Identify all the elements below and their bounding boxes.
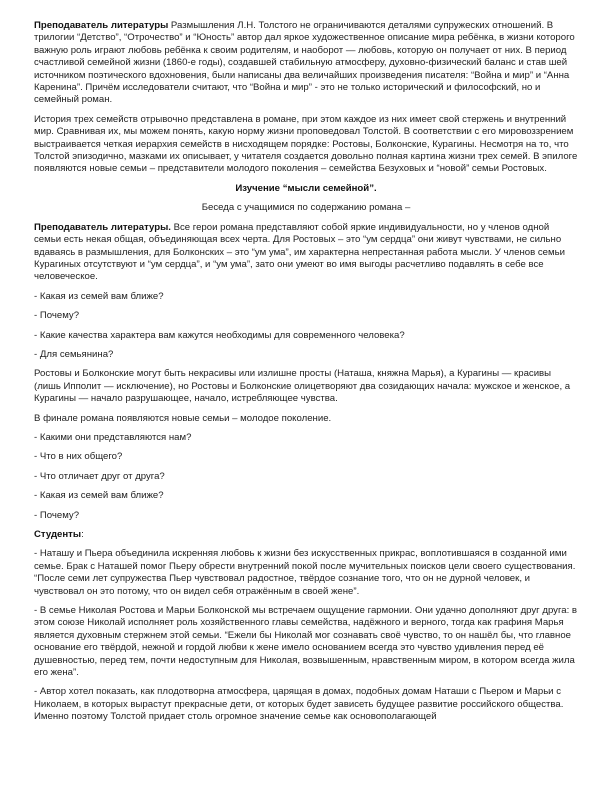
paragraph	[34, 686, 578, 723]
paragraph-text: - Какие качества характера вам кажутся необходимы для современного человека?	[34, 329, 405, 341]
paragraph-text: - Какая из семей вам ближе?	[34, 490, 164, 502]
paragraph-text: - Какая из семей вам ближе?	[34, 290, 164, 302]
paragraph	[34, 222, 578, 284]
paragraph-text: Все герои романа представляют собой яркие индивидуальности, но у членов одной семьи есть некая общая, объединяющая всех черта. Для Ростовых – это “ум сердца” они живут чувствами, не сильно вдаваясь в размышления, для Болконских – это “ум ума”, им характерна непрестанная работа мысли. У членов семьи Курагиных отсутствуют и “ум сердца”, и “ум ума”, зато они умеют во имя выгоды расчетливо подавлять в себе все человеческое.	[34, 221, 565, 283]
paragraph	[34, 310, 578, 322]
paragraph	[34, 451, 578, 463]
paragraph	[34, 368, 578, 405]
paragraph-text: В финале романа появляются новые семьи – молодое поколение.	[34, 412, 332, 424]
paragraph-text: :	[81, 529, 84, 540]
paragraph	[34, 471, 578, 483]
paragraph	[34, 291, 578, 303]
paragraph-text: - В семье Николая Ростова и Марьи Болконской мы встречаем ощущение гармонии. Они удачно дополняют друг друга: в этом союзе Николай исполняет роль хозяйственного главы семейства, надёжного и верного, тогда как графиня Марья является духовным стержнем этой семьи. “Ежели бы Николай мог сознавать своё чувство, то он нашёл бы, что главное основание его твёрдой, нежной и гордой любви к жене имело основанием всегда это чувство удивления перед её душевностью, перед тем, почти недоступным для Николая, возвышенным, нравственным миром, в котором всегда жила его жена”.	[34, 605, 578, 679]
paragraph-text: - Автор хотел показать, как плодотворна атмосфера, царящая в домах, подобных домам Наташи с Пьером и Марьи с Николаем, в которых вырастут прекрасные дети, от которых будет зависеть будущее развитие российского общества. Именно поэтому Толстой придает столь огромное значение семье как основополагающей	[34, 686, 564, 723]
paragraph	[34, 529, 578, 541]
paragraph	[34, 548, 578, 598]
paragraph	[34, 510, 578, 522]
paragraph-text: История трех семейств отрывочно представлена в романе, при этом каждое из них имеет свой стержень и внутренний мир. Сравнивая их, мы можем понять, какую норму жизни проповедовал Толстой. В соответствии с его мировоззрением выстраивается четкая иерархия семейств в нисходящем порядке: Ростовы, Болконские, Курагины. Несмотря на то, что Толстой эпизодично, мазками их описывает, у читателя создается довольно полная картина жизни трех семей. В эпилоге появляются новые семьи – представители молодого поколения – семейства Безуховых и “новой” семьи Ростовых.	[34, 113, 578, 175]
paragraph-text: - Что в них общего?	[34, 451, 123, 463]
paragraph-text: - Для семьянина?	[34, 348, 114, 360]
paragraph	[34, 330, 578, 342]
paragraph-text: Ростовы и Болконские могут быть некрасивы или излишне просты (Наташа, княжна Марья), а Курагины — красивы (лишь Ипполит — исключение), но Ростовы и Болконские олицетворяют два созидающих начала: мужское и женское, а Курагины — начало разрушающее, начало, истребляющее чувства.	[34, 368, 571, 405]
bold-lead: Изучение “мысли семейной”.	[235, 182, 377, 194]
paragraph-text: Беседа с учащимися по содержанию романа –	[201, 202, 411, 214]
paragraph-text: - Наташу и Пьера объединила искренняя любовь к жизни без искусственных прикрас, воплотившаяся в созданной ими семье. Брак с Наташей помог Пьеру обрести внутренний покой после мучительных поисков цели своего существования. “После семи лет супружества Пьер чувствовал радостное, твёрдое сознание того, что он не дурной человек, и чувствовал он это потому, что он видел себя отражённым в своей жене”.	[34, 548, 576, 597]
paragraph	[34, 114, 578, 176]
paragraph-text: - Что отличает друг от друга?	[34, 470, 165, 482]
paragraph	[34, 605, 578, 679]
paragraph	[34, 413, 578, 425]
paragraph-text: - Какими они представляются нам?	[34, 431, 192, 443]
section-heading	[34, 183, 578, 195]
bold-lead: Студенты	[34, 529, 82, 540]
paragraph	[34, 20, 578, 107]
paragraph-text: Размышления Л.Н. Толстого не ограничиваются деталями супружеских отношений. В трилогии “Детство”, “Отрочество” и “Юность” автор дал яркое художественное описание мира ребёнка, в жизни которого важную роль играют любовь ребёнка к своим родителям, и наоборот — любовь, которую он получает от них. В период счастливой семейной жизни (1860-е годы), создавшей стабильную атмосферу, духовно-физический баланс и став шей источником поэтического вдохновения, были написаны два величайших произведения писателя: “Война и мир” и “Анна Каренина”. Причём исследователи считают, что “Война и мир” - это не только исторический и философский, но и семейный роман.	[34, 20, 575, 106]
paragraph-text: - Почему?	[34, 509, 80, 521]
bold-lead: Преподаватель литературы.	[34, 221, 171, 233]
paragraph-text: - Почему?	[34, 310, 80, 322]
paragraph	[34, 349, 578, 361]
document-page	[34, 20, 578, 731]
paragraph	[34, 432, 578, 444]
paragraph	[34, 490, 578, 502]
section-subtitle	[34, 202, 578, 214]
bold-lead: Преподаватель литературы	[34, 20, 169, 31]
